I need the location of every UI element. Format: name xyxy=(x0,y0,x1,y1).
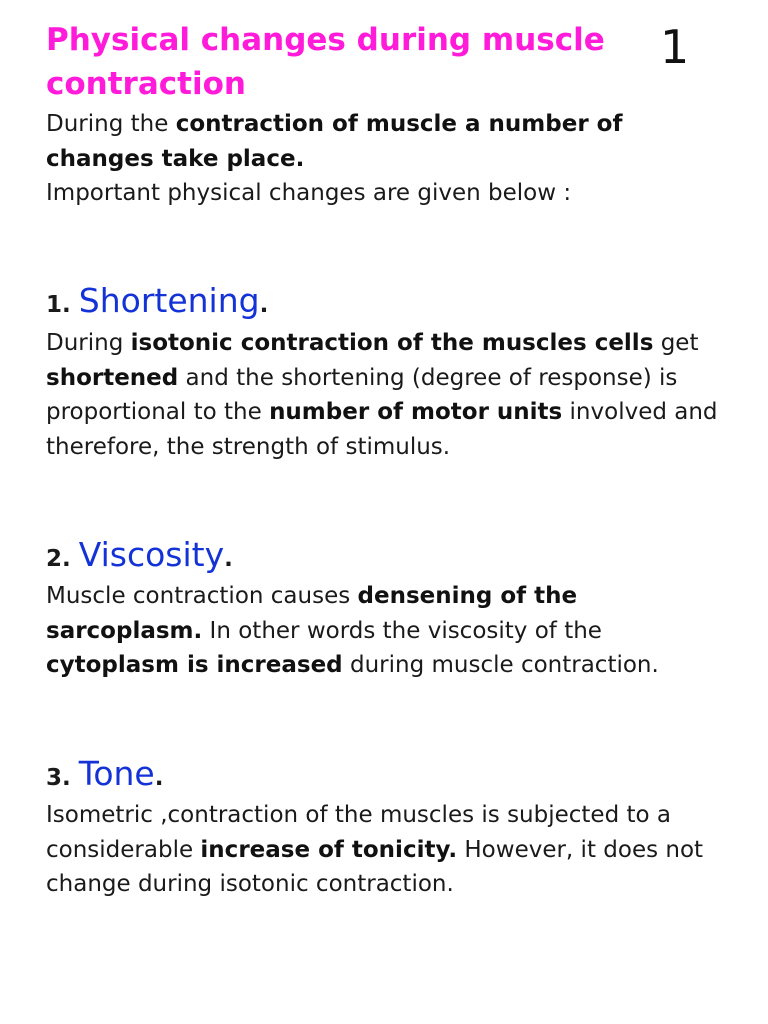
intro-paragraph xyxy=(46,107,726,211)
bold-text: number of motor units xyxy=(269,399,563,425)
body-text: However, it does not change during isotonic contraction. xyxy=(46,836,704,897)
bold-text: increase of tonicity. xyxy=(200,836,458,863)
section-title-period: . xyxy=(154,765,164,791)
section-number: 1. xyxy=(46,292,71,318)
intro-text-2: Important physical changes are given below : xyxy=(46,180,572,206)
body-text: get xyxy=(653,330,699,356)
section-title: Viscosity xyxy=(78,535,225,574)
section-number: 3. xyxy=(46,765,71,791)
section-number: 2. xyxy=(46,546,71,572)
body-text: During xyxy=(46,330,131,356)
body-text: involved and therefore, the strength of stimulus. xyxy=(46,399,718,460)
section-body-tone xyxy=(46,798,726,902)
section-heading-tone xyxy=(46,754,163,798)
bold-text: isotonic contraction of the muscles cells xyxy=(130,330,654,356)
section-title-period: . xyxy=(259,292,269,318)
section-title: Tone xyxy=(78,754,155,793)
body-text: In other words the viscosity of the xyxy=(202,617,602,644)
bold-text: shortened xyxy=(46,364,179,391)
intro-text: During the xyxy=(46,111,176,137)
section-title: Shortening xyxy=(78,281,260,320)
section-heading-shortening xyxy=(46,281,268,325)
section-body-viscosity xyxy=(46,579,726,683)
body-text: and the shortening (degree of response) is proportional to the xyxy=(46,364,678,425)
section-body-shortening xyxy=(46,326,726,464)
body-text: Muscle contraction causes xyxy=(46,583,358,609)
page-title: Physical changes during muscle contraction xyxy=(46,22,605,102)
section-title-period: . xyxy=(224,546,233,572)
section-heading-viscosity xyxy=(46,535,233,579)
body-text: Isometric ,contraction of the muscles is subjected to a considerable xyxy=(46,802,671,863)
bold-text: densening of the sarcoplasm. xyxy=(46,583,578,644)
intro-bold-text: contraction of muscle a number of changes take place. xyxy=(46,111,623,172)
bold-text: cytoplasm is increased xyxy=(46,652,343,678)
page-number: 1 xyxy=(660,20,690,74)
body-text: during muscle contraction. xyxy=(342,652,659,678)
